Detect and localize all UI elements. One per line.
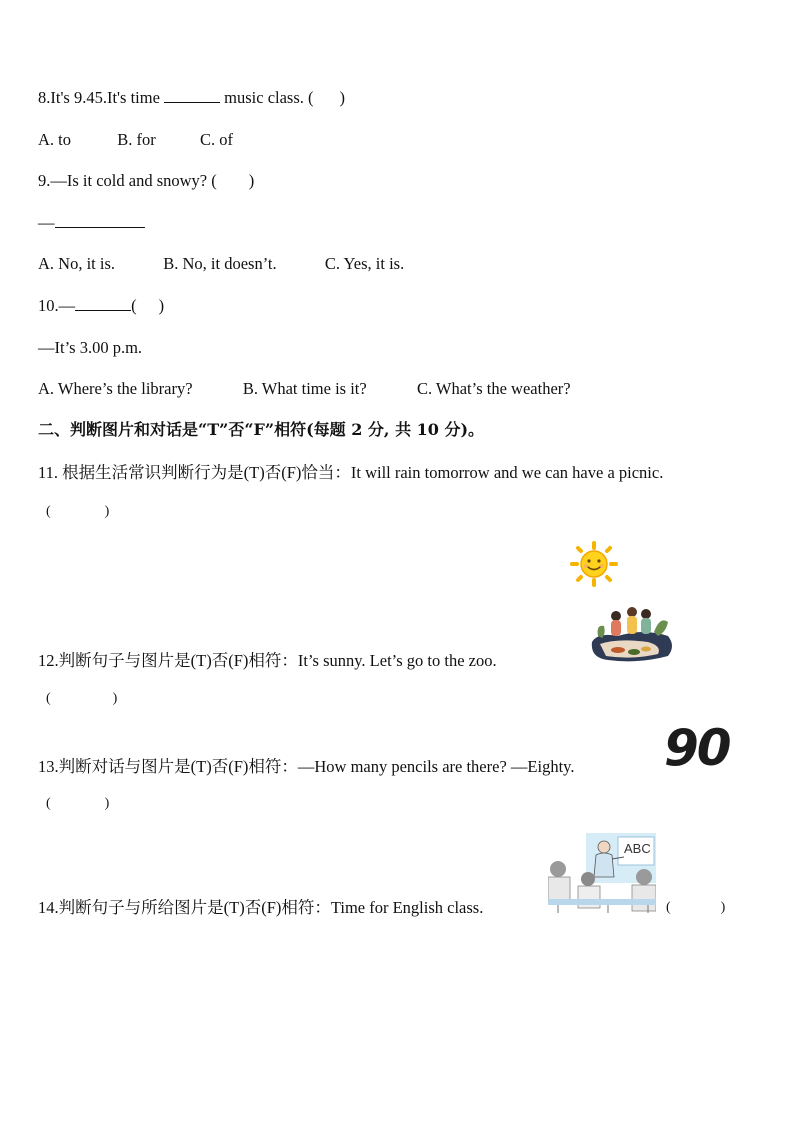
close-paren: ) [158,296,165,315]
close-paren: ) [104,504,110,519]
answer-bracket[interactable] [46,689,117,709]
answer-bracket[interactable] [46,794,109,814]
section-2-heading: 二、判断图片和对话是“T”否“F”相符(每题 2 分, 共 10 分)。 [38,420,485,439]
answer-blank[interactable] [55,213,145,228]
close-paren: ) [248,171,255,190]
answer-bracket[interactable] [46,502,109,522]
question-10-options [38,379,571,399]
open-paren: ( [46,691,51,706]
classroom-illustration [548,833,656,913]
picnic-illustration [588,602,676,664]
close-paren: ) [112,691,118,706]
sun-icon [566,540,622,588]
open-paren: ( [46,796,51,811]
option-b[interactable]: B. No, it doesn’t. [163,254,277,273]
board-text: ABC [624,841,651,856]
question-13: 13.判断对话与图片是(T)否(F)相符：—How many pencils are there? —Eighty. [38,757,575,776]
open-paren: ( [131,296,137,315]
open-paren: ( [46,504,51,519]
question-9-text: 9.—Is it cold and snowy? ( [38,171,217,190]
answer-blank[interactable] [164,88,220,103]
option-a[interactable]: A. to [38,130,71,149]
close-paren: ) [339,88,346,107]
question-9-response [38,213,145,233]
question-11: 11. 根据生活常识判断行为是(T)否(F)恰当：It will rain tomorrow and we can have a picnic. [38,463,664,482]
open-paren: ( [666,900,671,915]
option-c[interactable]: C. What’s the weather? [416,379,571,398]
question-8 [38,88,345,108]
option-c[interactable]: C. Yes, it is. [324,254,405,273]
question-12: 12.判断句子与图片是(T)否(F)相符：It’s sunny. Let’s go to the zoo. [38,651,497,670]
question-9-options [38,254,404,274]
question-14: 14.判断句子与所给图片是(T)否(F)相符：Time for English class. [38,898,484,917]
dash: — [38,213,55,232]
option-a[interactable]: A. No, it is. [38,254,116,273]
answer-blank[interactable] [75,296,131,311]
close-paren: ) [104,796,110,811]
option-c[interactable]: C. of [200,130,233,149]
question-9 [38,171,254,191]
close-paren: ) [720,900,726,915]
question-8-prefix: 8.It's 9.45.It's time [38,88,165,107]
answer-bracket[interactable] [666,898,725,918]
option-a[interactable]: A. Where’s the library? [38,379,193,398]
question-10-answer: —It’s 3.00 p.m. [38,338,143,357]
question-10 [38,296,164,316]
option-b[interactable]: B. What time is it? [242,379,367,398]
question-8-suffix: music class. ( [220,88,314,107]
question-10-prefix: 10.— [38,296,76,315]
number-90-image: 90 [664,719,730,777]
question-8-options [38,130,233,150]
option-b[interactable]: B. for [117,130,156,149]
